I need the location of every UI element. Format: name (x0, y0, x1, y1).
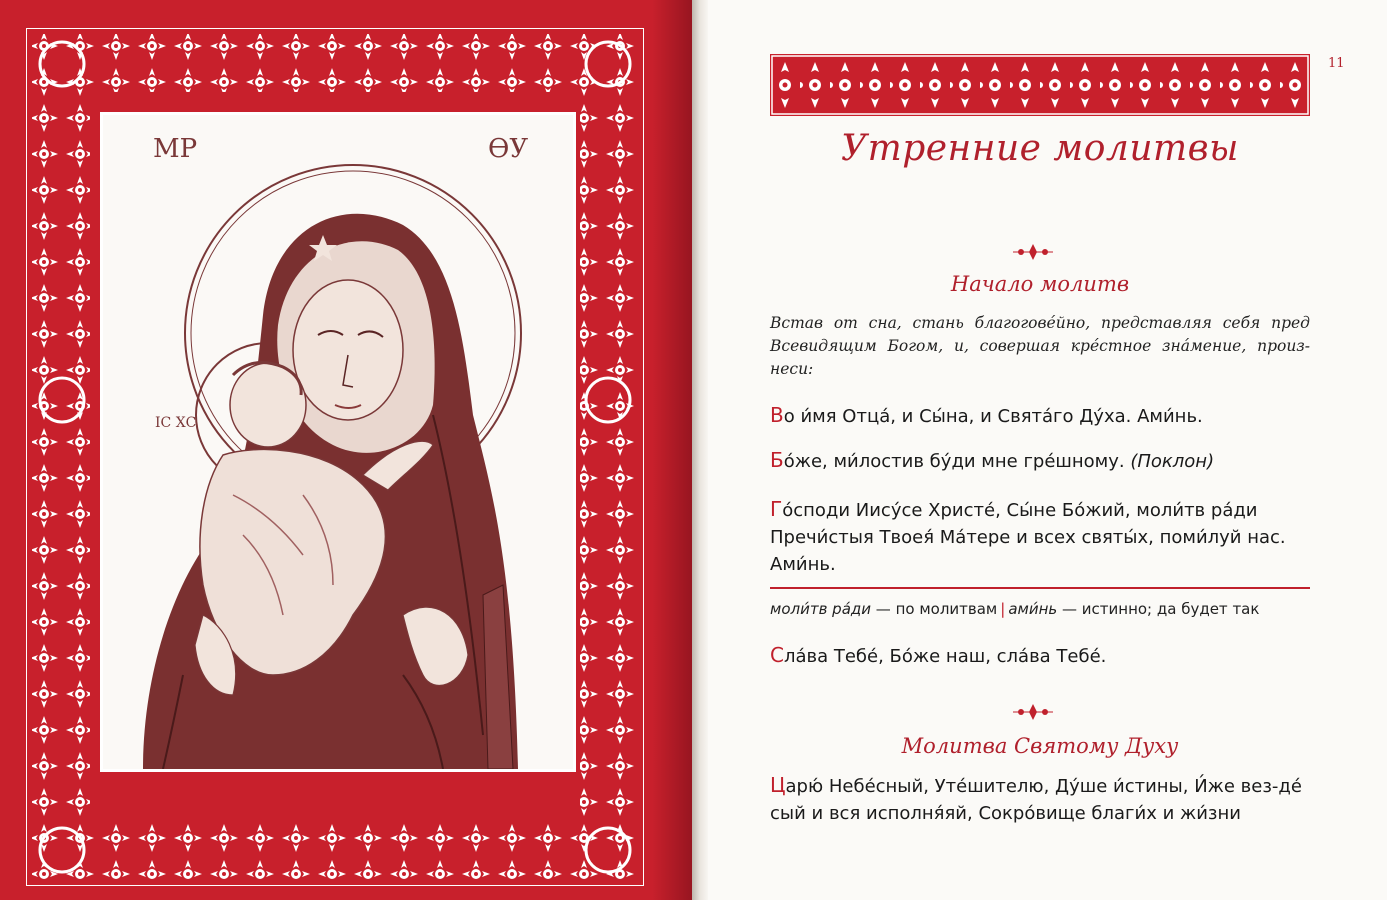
inscription-theou: ѲУ (488, 134, 529, 164)
red-initial: С (770, 643, 784, 667)
rubric-instruction: Встав от сна, стань благогове́йно, представляя себя пред Всевидящим Богом, и, совершая кре́стное зна́мение, произ-неси: (770, 314, 1310, 378)
gloss-separator: | (1000, 600, 1006, 618)
prayer-heavenly-king (770, 772, 1310, 827)
gloss-term-2: ами́нь (1008, 600, 1058, 618)
prayer-text: о́же, ми́лостив бу́ди мне гре́шному. (783, 451, 1125, 472)
gloss-term-1: моли́тв ра́ди (770, 600, 872, 618)
right-page (708, 0, 1387, 900)
ornament-divider-1 (1013, 242, 1053, 262)
gloss-def-2: истинно; да будет так (1081, 600, 1260, 618)
gloss-def-1: по молитвам (895, 600, 998, 618)
glossary-line (770, 600, 1330, 618)
red-rule (770, 587, 1310, 589)
page-number: 11 (1328, 56, 1345, 71)
icon-of-virgin-and-child (103, 115, 573, 769)
page-gutter-shade (652, 0, 692, 900)
ornament-divider-2 (1013, 702, 1053, 722)
red-initial: Ц (770, 773, 786, 797)
prayer-god-be-merciful (770, 447, 1310, 475)
book-spine (692, 0, 708, 900)
icon-image-frame (100, 112, 576, 772)
prayer-text: о́споди Иису́се Христе́, Сы́не Бо́жий, моли́тв ра́ди Пречи́стыя Твоея́ Ма́тере и всех святы́х, поми́луй нас. Ами́нь. (770, 500, 1286, 575)
section-title-holy-spirit: Молитва Святому Духу (901, 734, 1179, 758)
prayer-text: арю́ Небе́сный, Уте́шителю, Ду́ше и́стины, И́же вез-де́ сый и вся исполня́яй, Сокро́вище благи́х и жи́зни (770, 776, 1302, 824)
prayer-text: ла́ва Тебе́, Бо́же наш, сла́ва Тебе́. (783, 646, 1107, 667)
left-page (0, 0, 692, 900)
red-initial: Г (770, 497, 783, 521)
prayer-text: о и́мя Отца́, и Сы́на, и Свята́го Ду́ха. Ами́нь. (783, 406, 1203, 427)
section-title-beginning: Начало молитв (950, 272, 1130, 296)
inscription-mp: МР (153, 134, 198, 164)
page-title: Утренние молитвы (841, 128, 1239, 169)
gloss-dash: — (875, 600, 891, 618)
prayer-in-the-name (770, 402, 1310, 430)
prayer-lord-jesus-christ (770, 496, 1310, 578)
header-ornament-band (770, 54, 1310, 116)
gloss-dash: — (1062, 600, 1077, 618)
red-initial: В (770, 403, 784, 427)
prayer-glory-to-thee (770, 642, 1310, 670)
prostration-note: (Поклон) (1130, 451, 1215, 472)
inscription-ic-xc: ІС ХС (155, 415, 197, 431)
red-initial: Б (770, 448, 784, 472)
